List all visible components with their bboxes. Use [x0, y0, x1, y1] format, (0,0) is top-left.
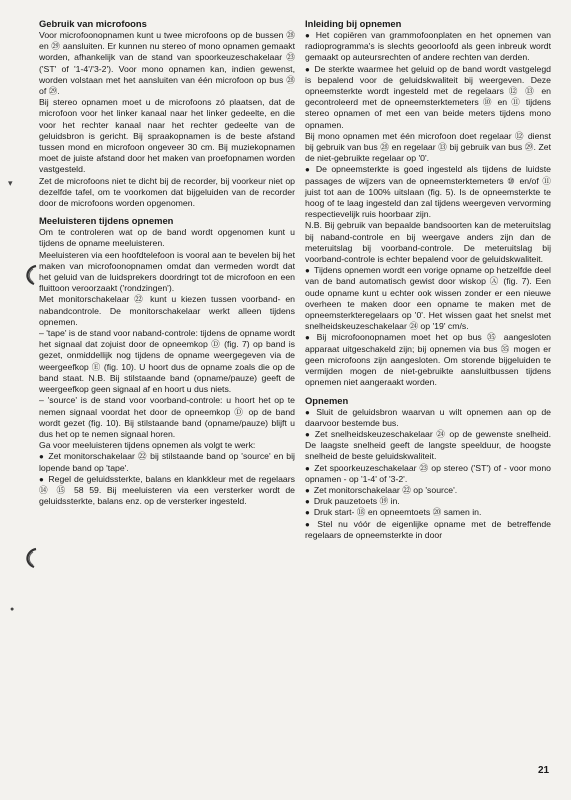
margin-mark-icon: ●: [10, 606, 15, 613]
paragraph: Meeluisteren via een hoofdtelefoon is vooral aan te bevelen bij het maken van microfoonopnamen omdat dan vermeden wordt dat het geluid van de luidsprekers doordringt tot de microfoon en een fluittoon veroorzaakt ('rondzingen').: [39, 249, 295, 294]
section-heading: Opnemen: [305, 394, 349, 406]
bullet-paragraph: ● Zet spoorkeuzeschakelaar ㉓ op stereo ('ST') of - voor mono opnamen - op '1-4' of '3-2'.: [305, 463, 551, 485]
section-heading: Meeluisteren tijdens opnemen: [39, 215, 174, 227]
bullet-paragraph: ● Bij microfoonopnamen moet het op bus ㉟ aangesloten apparaat uitgeschakeld zijn; bij opnemen via bus ㉟ mogen er geen microfoons zijn aangesloten. Om storende bijgeluiden te vermijden mogen de niet-gebruikte aansluitbussen tijdens opnemen niet aangeraakt worden.: [305, 332, 551, 388]
right-column: [305, 18, 551, 541]
paragraph: Ga voor meeluisteren tijdens opnemen als volgt te werk:: [39, 440, 256, 451]
bullet-paragraph: ● Het copiëren van grammofoonplaten en het opnemen van radioprogramma's is slechts geoorloofd als geen inbreuk wordt gemaakt op auteursrechten of andere rechten van derden.: [305, 30, 551, 64]
bullet-paragraph: ● Zet snelheidskeuzeschakelaar ㉔ op de gewenste snelheid. De laagste snelheid geeft de langste speelduur, de hoogste snelheid de beste geluidskwaliteit.: [305, 429, 551, 463]
bullet-paragraph: ● Druk start- ⑱ en opneemtoets ⑳ samen in.: [305, 507, 551, 518]
paragraph: Voor microfoonopnamen kunt u twee microfoons op de bussen ㉘ en ㉙ aansluiten. Er kunnen nu stereo of mono opnamen gemaakt worden, afhankelijk van de stand van spoorkeuzeschakelaar ㉓ ('ST' of '1-4'/'3-2'). Voor mono opnamen kan, indien gewenst, worden volstaan met het aansluiten van één microfoon op bus ㉘ of ㉙.: [39, 30, 295, 97]
bullet-paragraph: ● Tijdens opnemen wordt een vorige opname op hetzelfde deel van de band automatisch gewist door wiskop Ⓐ (fig. 7). Een oude opname kunt u echter ook wissen zonder er een nieuwe overheen te maken door een opname te maken met de opneemsterkteregelaars op '0'. Het wissen gaat het snelst met snelheidskeuzeschakelaar ㉔ op '19' cm/s.: [305, 265, 551, 332]
section-heading: Inleiding bij opnemen: [305, 18, 402, 29]
margin-mark-icon: ▾: [8, 178, 13, 188]
bullet-paragraph: ● Druk pauzetoets ⑲ in.: [305, 496, 551, 507]
bullet-paragraph: ● Zet monitorschakelaar ㉒ bij stilstaande band op 'source' en bij lopende band op 'tape'.: [39, 451, 295, 473]
bullet-paragraph: ● Zet monitorschakelaar ㉒ op 'source'.: [305, 485, 551, 496]
bullet-paragraph: ● De opneemsterkte is goed ingesteld als tijdens de luidste passages de wijzers van de opneemsterktemeters ⑩ en/of ⑪ juist tot aan de 100% uitslaan (fig. 5). Is de opneemsterkte te hoog of te laag ingesteld dan zal tijdens weergeven vervorming respectievelijk ruis hoorbaar zijn.: [305, 164, 551, 220]
paragraph: N.B. Bij gebruik van bepaalde bandsoorten kan de meteruitslag bij naband-controle en bij weergave anders zijn dan de meteruitslag bij voorband-controle. De meteruitslag bij voorband-controle is echter bepalend voor de geluidskwaliteit.: [305, 220, 551, 265]
paragraph: – 'tape' is de stand voor naband-controle: tijdens de opname wordt het signaal dat zojuist door de opneemkop Ⓓ (fig. 7) op band is gezet, onmiddellijk nog tijdens de opname weergegeven via de weergeefkop Ⓔ (fig. 10). U hoort dus de opname zoals die op de band staat. N.B. Bij stilstaande band (opname/pauze) geeft de weergeefkop geen signaal af en hoort u dus niets.: [39, 328, 295, 395]
binder-ring-icon: [22, 264, 40, 286]
bullet-paragraph: ● Stel nu vóór de eigenlijke opname met de betreffende regelaars de opneemsterkte in door: [305, 519, 551, 541]
paragraph: Om te controleren wat op de band wordt opgenomen kunt u tijdens de opname meeluisteren.: [39, 227, 295, 249]
paragraph: – 'source' is de stand voor voorband-controle: u hoort het op te nemen signaal voordat het door de opneemkop Ⓓ op de band wordt gezet (fig. 10). Bij stilstaande band (opname/pauze) blijft u dus het op te nemen signaal horen.: [39, 395, 295, 439]
paragraph: Bij stereo opnamen moet u de microfoons zó plaatsen, dat de microfoon voor het linker kanaal naar het linker gedeelte, en die voor het rechter kanaal naar het rechter gedeelte van de geluidsbron is gericht. Bij spraakopnamen is de beste afstand tussen mond en microfoon ongeveer 30 cm. Bij muziekopnamen moet de juiste afstand door het maken van proefopnamen worden vastgesteld.: [39, 97, 295, 175]
page-number: 21: [538, 765, 550, 776]
paragraph: Met monitorschakelaar ㉒ kunt u kiezen tussen voorband- en nabandcontrole. De monitorschakelaar werkt alleen tijdens opnemen.: [39, 294, 295, 327]
paragraph: Bij mono opnamen met één microfoon doet regelaar ⑫ dienst bij gebruik van bus ㉘ en regelaar ⑬ bij gebruik van bus ㉙. Zet de niet-gebruikte regelaar op '0'.: [305, 130, 551, 164]
bullet-paragraph: ● De sterkte waarmee het geluid op de band wordt vastgelegd is bepalend voor de geluidskwaliteit bij weergeven. Deze opneemsterkte wordt ingesteld met de regelaars ⑫ ⑬ en gecontroleerd met de opneemsterktemeters ⑩ en ⑪ tijdens stereo opnamen of met een van beide meters tijdens mono opnamen.: [305, 64, 551, 131]
binder-ring-icon: [22, 547, 40, 569]
left-column: [39, 18, 295, 507]
paragraph: Zet de microfoons niet te dicht bij de recorder, bij voorkeur niet op dezelfde tafel, om te voorkomen dat bijgeluiden van de recorder door de microfoons worden opgenomen.: [39, 175, 295, 209]
bullet-paragraph: ● Regel de geluidssterkte, balans en klankkleur met de regelaars ⑭ ⑮ 58 59. Bij meeluisteren via een versterker wordt de geluidssterkte, balans enz. op de versterker ingesteld.: [39, 474, 295, 508]
bullet-paragraph: ● Sluit de geluidsbron waarvan u wilt opnemen aan op de daarvoor bestemde bus.: [305, 407, 551, 429]
section-heading: Gebruik van microfoons: [39, 18, 147, 29]
